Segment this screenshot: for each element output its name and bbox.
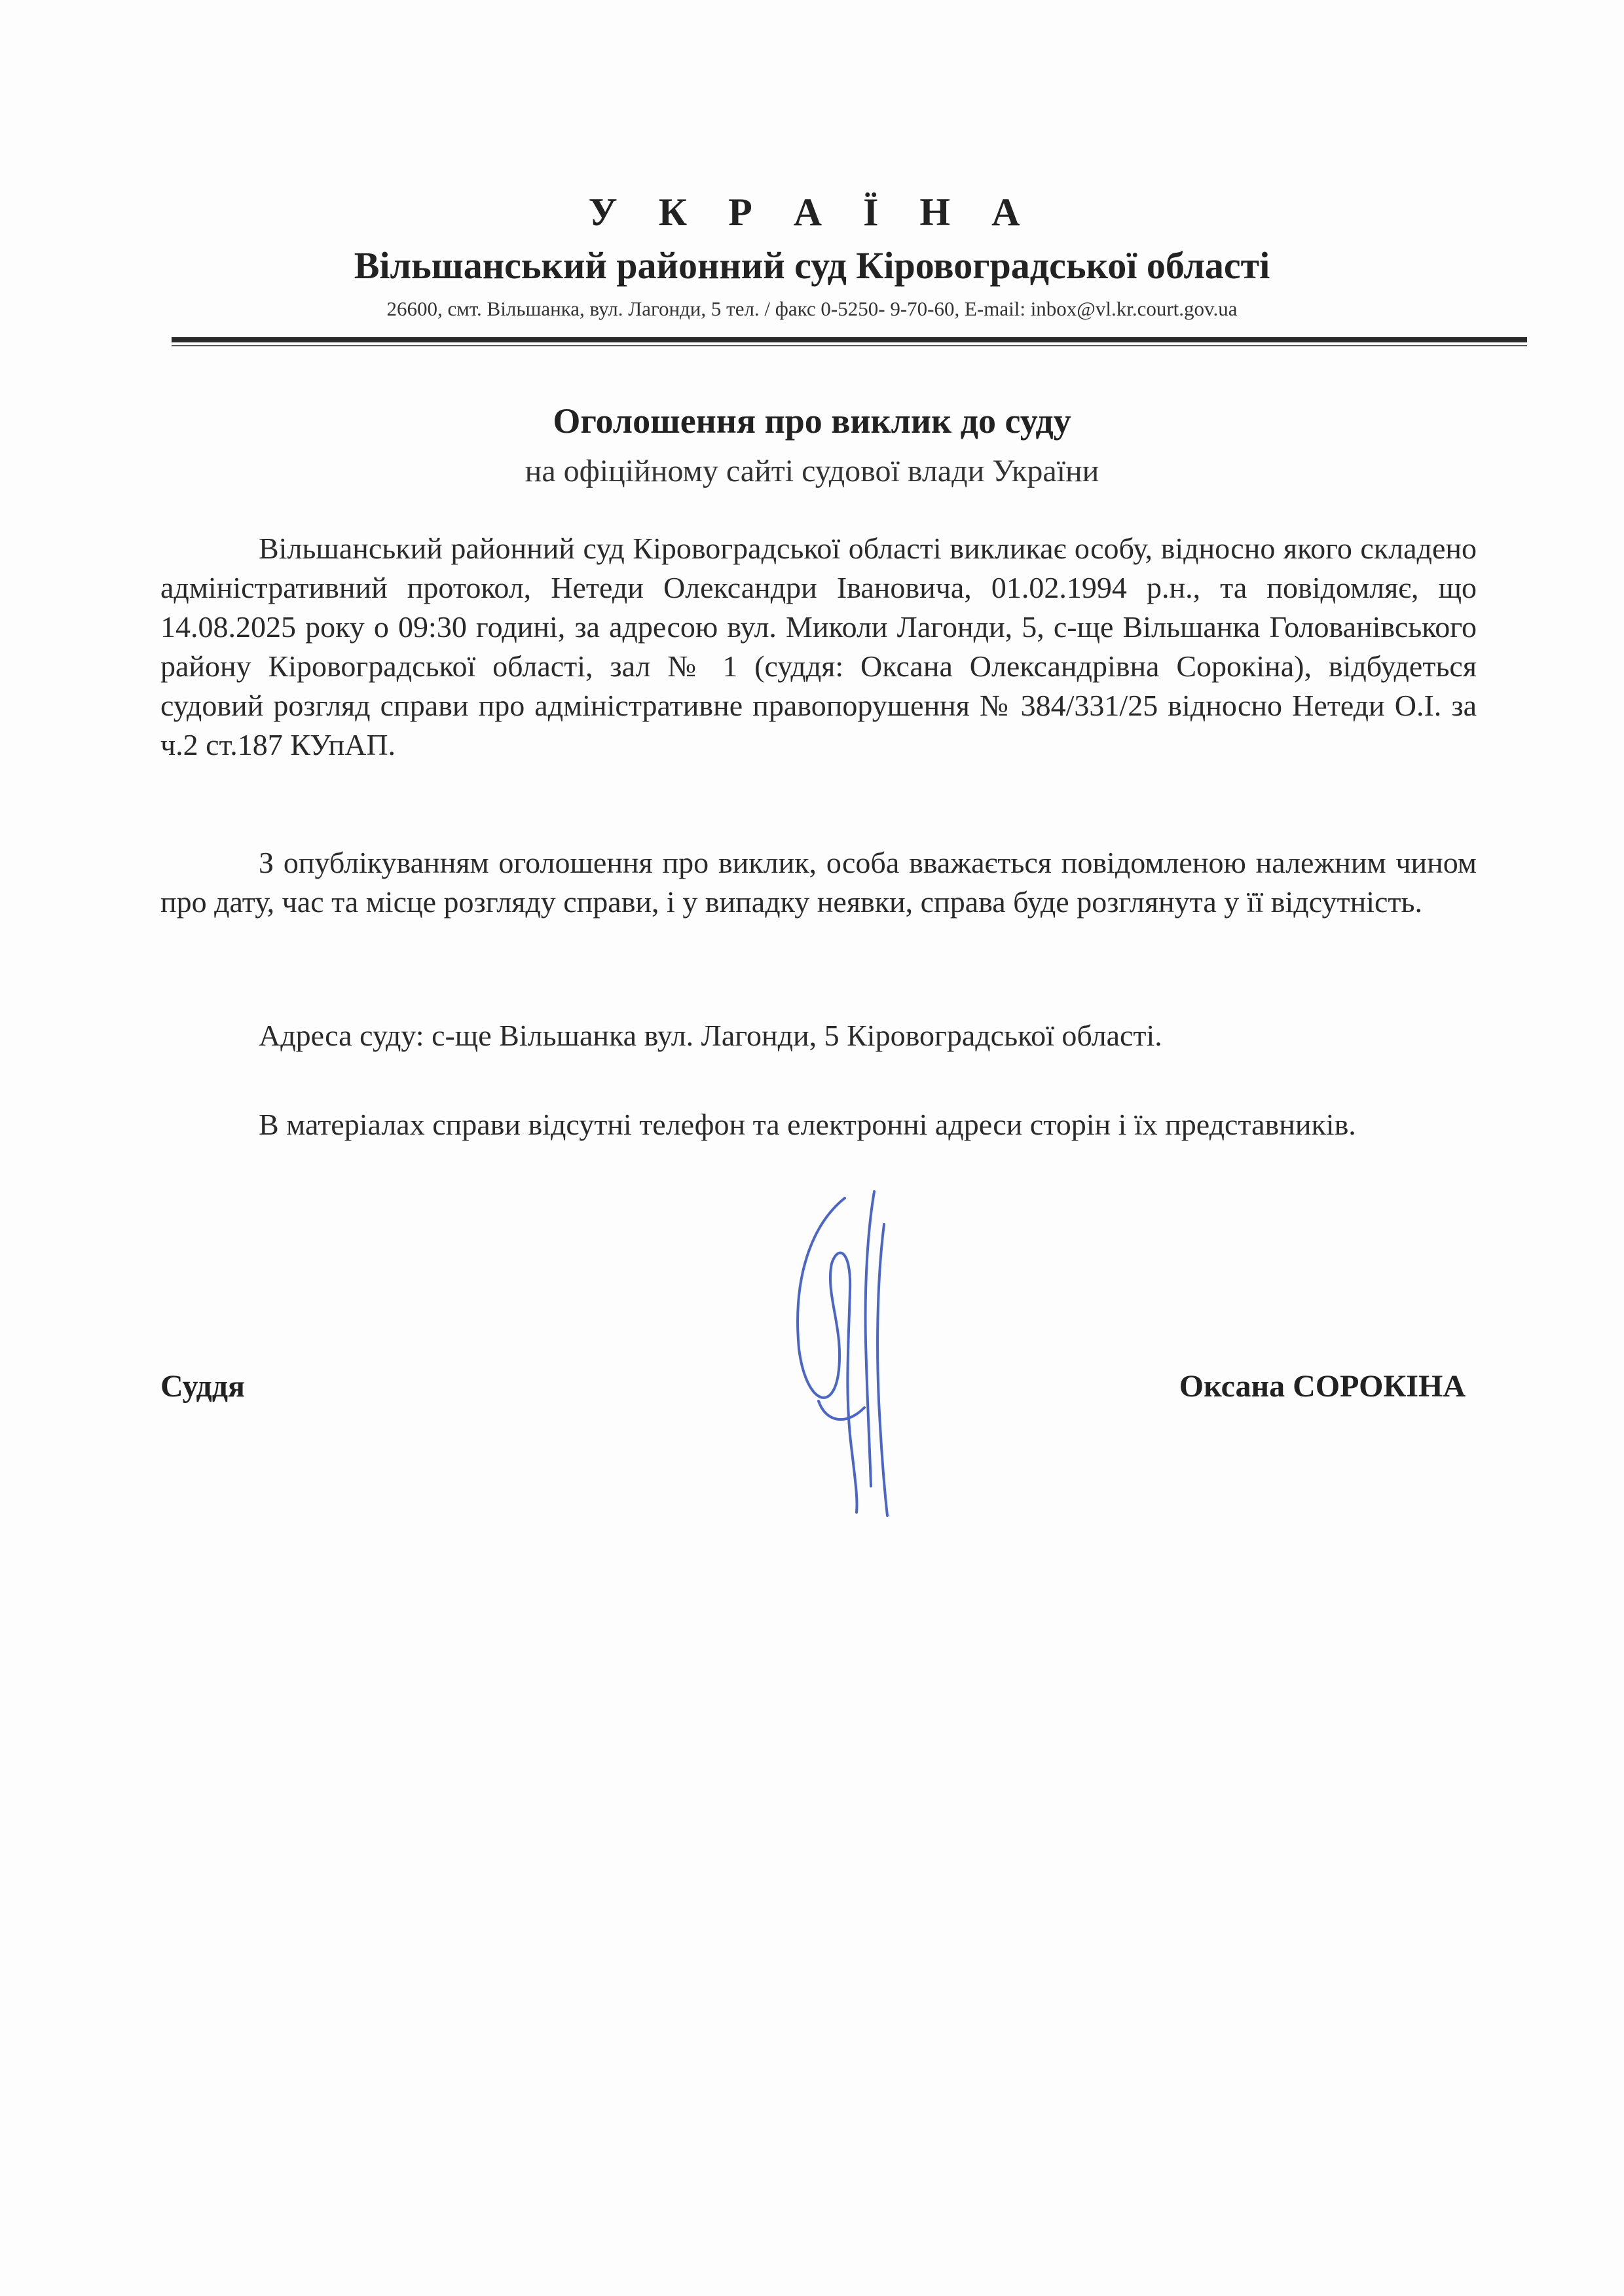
- paragraph-no-contacts: В матеріалах справи відсутні телефон та електронні адреси сторін і їх представників.: [259, 1108, 1356, 1141]
- paragraph-court-address: Адреса суду: с-ще Вільшанка вул. Лагонди, 5 Кіровоградської області.: [259, 1019, 1162, 1052]
- handwritten-signature: [753, 1185, 930, 1525]
- paragraph-notice: З опублікуванням оголошення про виклик, особа вважається повідомленою належним чином про дату, час та місце розгляду справи, і у випадку неявки, справа буде розглянута у її відсутність.: [160, 846, 1477, 919]
- document-title: Оголошення про виклик до суду: [553, 401, 1071, 441]
- document-subtitle: на офіційному сайті судової влади України: [525, 454, 1099, 488]
- header-divider: [172, 337, 1527, 342]
- judge-name: Оксана СОРОКІНА: [1179, 1369, 1466, 1404]
- header-divider-thin: [172, 345, 1527, 346]
- country-heading: У К Р А Ї Н А: [588, 191, 1036, 234]
- paragraph-summons: Вільшанський районний суд Кіровоградської області викликає особу, відносно якого складено адміністративний протокол, Нетеди Олександри Івановича, 01.02.1994 р.н., та повідомляє, що 14.08.2025 року о 09:30 годині, за адресою вул. Миколи Лагонди, 5, с-ще Вільшанка Голованівського району Кіровоградської області, зал № 1 (суддя: Оксана Олександрівна Сорокіна), відбудеться судовий розгляд справи про адміністративне правопорушення № 384/331/25 відносно Нетеди О.І. за ч.2 ст.187 КУпАП.: [160, 532, 1477, 761]
- court-contacts: 26600, смт. Вільшанка, вул. Лагонди, 5 тел. / факс 0-5250- 9-70-60, E-mail: inbox@vl.kr.court.gov.ua: [386, 297, 1238, 320]
- judge-role-label: Суддя: [160, 1369, 245, 1404]
- court-name: Вільшанський районний суд Кіровоградської області: [354, 244, 1270, 287]
